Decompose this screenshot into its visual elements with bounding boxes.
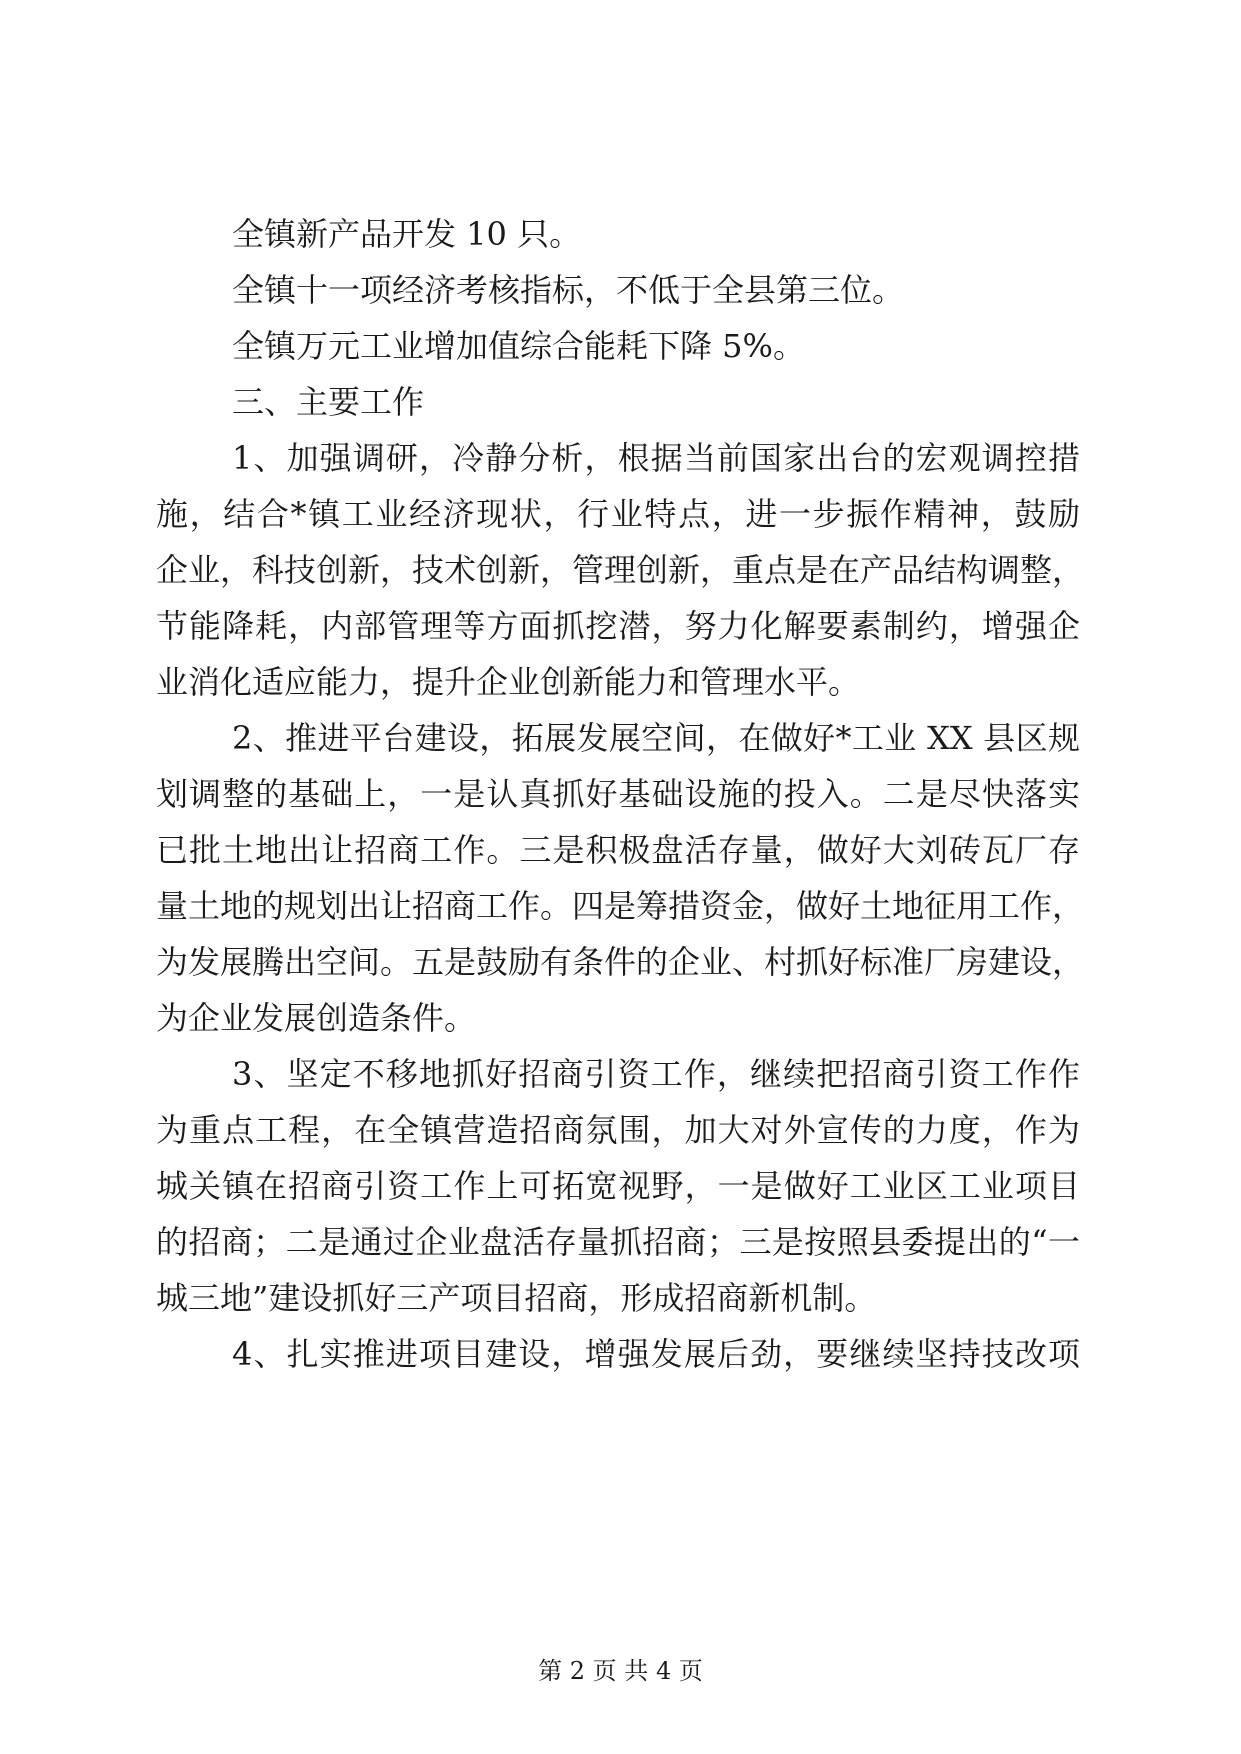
text-line: 3、坚定不移地抓好招商引资工作，继续把招商引资工作作 — [232, 1055, 1080, 1093]
text-line: 为重点工程，在全镇营造招商氛围，加大对外宣传的力度，作为 — [156, 1111, 1080, 1149]
text-line: 节能降耗，内部管理等方面抓挖潜，努力化解要素制约，增强企 — [156, 607, 1080, 645]
text-line: 量土地的规划出让招商工作。四是筹措资金，做好土地征用工作， — [156, 887, 1085, 925]
text-line: 1、加强调研，冷静分析，根据当前国家出台的宏观调控措 — [232, 439, 1080, 477]
text-line: 为发展腾出空间。五是鼓励有条件的企业、村抓好标准厂房建设， — [156, 943, 1085, 981]
text-line: 业消化适应能力，提升企业创新能力和管理水平。 — [156, 663, 861, 701]
text-line: 2、推进平台建设，拓展发展空间，在做好*工业 XX 县区规 — [232, 719, 1080, 757]
text-line: 施，结合*镇工业经济现状，行业特点，进一步振作精神，鼓励 — [156, 495, 1080, 533]
text-line: 全镇万元工业增加值综合能耗下降 5%。 — [232, 327, 805, 365]
page-footer: 第 2 页 共 4 页 — [538, 1657, 703, 1685]
text-line: 为企业发展创造条件。 — [156, 999, 477, 1037]
text-line: 企业，科技创新，技术创新，管理创新，重点是在产品结构调整， — [156, 551, 1085, 589]
text-line: 城关镇在招商引资工作上可拓宽视野，一是做好工业区工业项目 — [156, 1167, 1080, 1205]
text-line: 划调整的基础上，一是认真抓好基础设施的投入。二是尽快落实 — [156, 775, 1080, 813]
text-line: 城三地”建设抓好三产项目招商，形成招商新机制。 — [156, 1279, 877, 1317]
text-line: 已批土地出让招商工作。三是积极盘活存量，做好大刘砖瓦厂存 — [156, 831, 1080, 869]
section-heading: 三、主要工作 — [232, 383, 425, 421]
text-line: 全镇新产品开发 10 只。 — [232, 215, 582, 253]
text-line: 全镇十一项经济考核指标，不低于全县第三位。 — [232, 271, 905, 309]
text-line: 4、扎实推进项目建设，增强发展后劲，要继续坚持技改项 — [232, 1335, 1080, 1373]
text-line: 的招商；二是通过企业盘活存量抓招商；三是按照县委提出的“一 — [156, 1223, 1080, 1261]
